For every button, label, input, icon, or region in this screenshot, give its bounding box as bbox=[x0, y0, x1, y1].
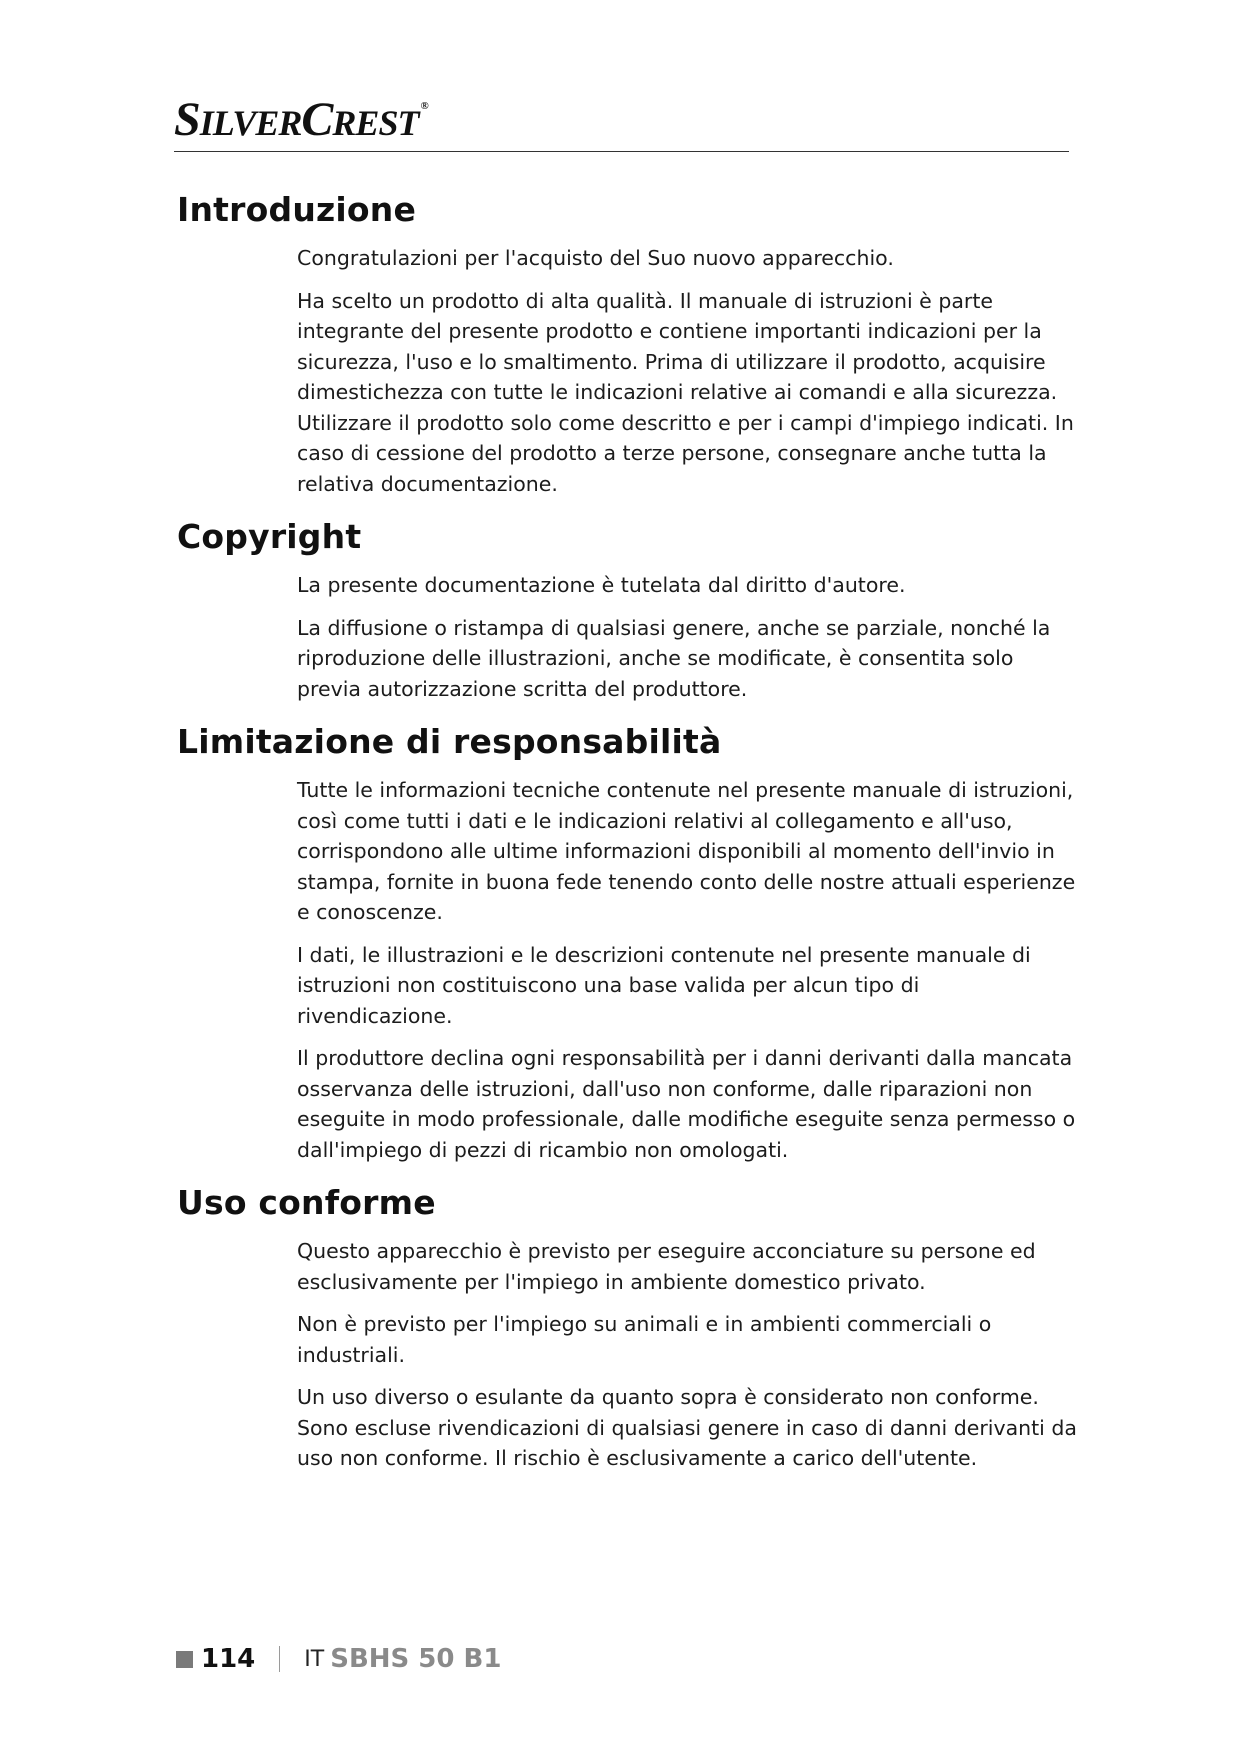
page-content bbox=[177, 190, 1077, 1492]
paragraph: La presente documentazione è tutelata dal diritto d'autore. bbox=[297, 573, 906, 597]
header-divider bbox=[174, 151, 1069, 152]
paragraph: I dati, le illustrazioni e le descrizioni contenute nel presente manuale di istruzioni non costituiscono una base valida per alcun tipo di rivendicazione. bbox=[297, 942, 1031, 1028]
section-copyright bbox=[177, 517, 1077, 704]
section-body bbox=[297, 243, 1077, 499]
paragraph: Il produttore declina ogni responsabilità per i danni derivanti dalla mancata osservanza delle istruzioni, dall'uso non conforme, dalle riparazioni non eseguite in modo professionale, dalle modifiche eseguite senza permesso o dall'impiego di pezzi di ricambio non omologati. bbox=[297, 1046, 1076, 1162]
paragraph: Un uso diverso o esulante da quanto sopra è considerato non conforme. Sono escluse rivendicazioni di qualsiasi genere in caso di danni derivanti da uso non conforme. Il rischio è esclusivamente a carico dell'utente. bbox=[297, 1385, 1077, 1470]
section-heading: Introduzione bbox=[177, 190, 417, 229]
paragraph: Non è previsto per l'impiego su animali e in ambienti commerciali o industriali. bbox=[297, 1312, 992, 1367]
footer-separator bbox=[279, 1646, 280, 1672]
section-body bbox=[297, 1236, 1077, 1474]
section-uso-conforme bbox=[177, 1183, 1077, 1474]
page-number: 114 bbox=[201, 1644, 256, 1674]
logo-letters: REST bbox=[332, 103, 419, 143]
section-heading: Copyright bbox=[177, 517, 362, 556]
section-body bbox=[297, 570, 1077, 704]
logo-letters: ILVER bbox=[199, 103, 302, 143]
paragraph: Ha scelto un prodotto di alta qualità. Il manuale di istruzioni è parte integrante del presente prodotto e contiene importanti indicazioni per la sicurezza, l'uso e lo smaltimento. Prima di utilizzare il prodotto, acquisire dimestichezza con tutte le indicazioni relative ai comandi e alla sicurezza. Utilizzare il prodotto solo come descritto e per i campi d'impiego indicati. In caso di cessione del prodotto a terze persone, consegnare anche tutta la relativa documentazione. bbox=[297, 288, 1074, 496]
paragraph: Questo apparecchio è previsto per eseguire acconciature su persone ed esclusivamente per l'impiego in ambiente domestico privato. bbox=[297, 1239, 1036, 1294]
logo-letter: S bbox=[174, 93, 200, 146]
model-number: SBHS 50 B1 bbox=[330, 1644, 502, 1674]
registered-mark-icon: ® bbox=[420, 100, 428, 112]
logo-letter: C bbox=[301, 93, 333, 146]
brand-logo bbox=[174, 92, 428, 147]
language-code: IT bbox=[304, 1646, 325, 1672]
section-introduzione bbox=[177, 190, 1077, 499]
paragraph: La diffusione o ristampa di qualsiasi genere, anche se parziale, nonché la riproduzione delle illustrazioni, anche se modificate, è consentita solo previa autorizzazione scritta del produttore. bbox=[297, 615, 1051, 701]
section-heading: Limitazione di responsabilità bbox=[177, 722, 722, 761]
section-limitazione bbox=[177, 722, 1077, 1165]
section-body bbox=[297, 775, 1077, 1165]
paragraph: Tutte le informazioni tecniche contenute nel presente manuale di istruzioni, così come tutti i dati e le indicazioni relativi al collegamento e all'uso, corrispondono alle ultime informazioni disponibili al momento dell'invio in stampa, fornite in buona fede tenendo conto delle nostre attuali esperienze e conoscenze. bbox=[297, 778, 1076, 924]
page-footer bbox=[176, 1644, 501, 1674]
section-heading: Uso conforme bbox=[177, 1183, 436, 1222]
paragraph: Congratulazioni per l'acquisto del Suo nuovo apparecchio. bbox=[297, 246, 894, 270]
footer-square-icon bbox=[176, 1651, 193, 1668]
